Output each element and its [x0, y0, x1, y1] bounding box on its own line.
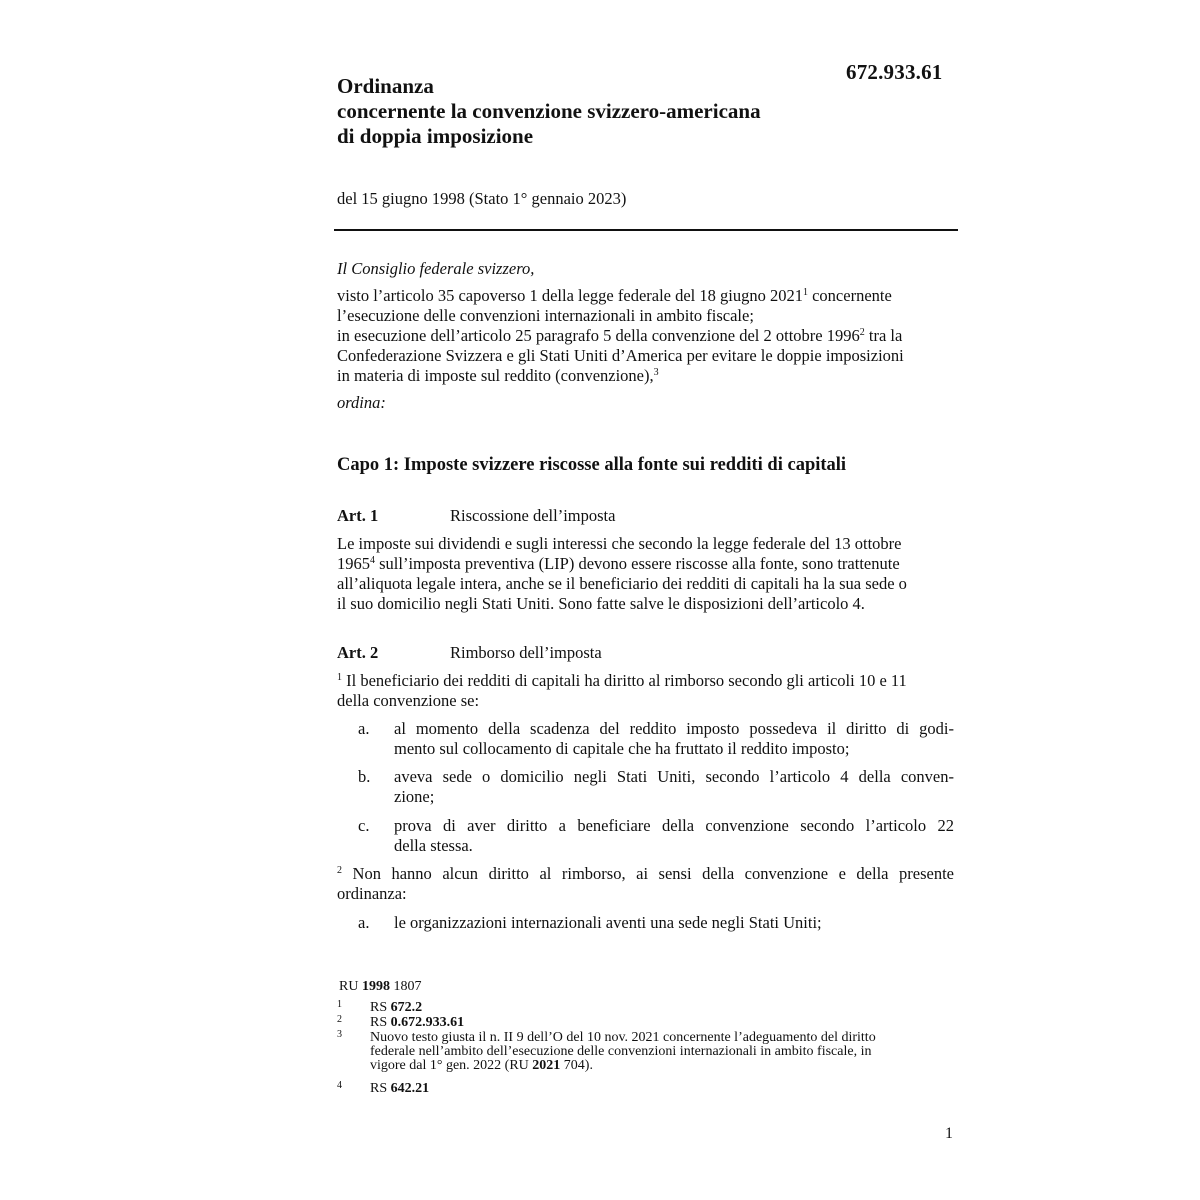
preamble-authority: Il Consiglio federale svizzero, — [337, 259, 535, 278]
footnote-link[interactable]: 672.2 — [390, 1000, 423, 1015]
footnote: 2 RS 0.672.933.61 — [337, 1014, 465, 1030]
footnote: 1 RS 672.2 — [337, 999, 423, 1015]
list-marker: c. — [358, 816, 370, 835]
paragraph-number: 1 — [337, 672, 342, 683]
list-line: le organizzazioni internazionali aventi una sede negli Stati Uniti; — [394, 913, 822, 932]
page-number: 1 — [945, 1125, 953, 1142]
chapter-heading: Capo 1: Imposte svizzere riscosse alla fonte sui redditi di capitali — [337, 455, 847, 475]
list-line: della stessa. — [394, 836, 473, 855]
list-marker: b. — [358, 767, 371, 786]
body-line: della convenzione se: — [337, 691, 480, 710]
list-marker: a. — [358, 719, 370, 738]
footnote-number: 1 — [337, 999, 342, 1010]
footnote-link[interactable]: 0.672.933.61 — [390, 1015, 465, 1030]
footnote-ref[interactable]: 3 — [653, 367, 659, 378]
ru-reference: RU 1998 1807 — [339, 979, 422, 994]
paragraph-number: 2 — [337, 865, 342, 876]
footnote-number: 4 — [337, 1080, 342, 1091]
footnote-ref[interactable]: 4 — [370, 555, 375, 566]
preamble-line: visto l’articolo 35 capoverso 1 della legge federale del 18 giugno 2021$^1$ concernente — [337, 286, 892, 305]
preamble-line: in materia di imposte sul reddito (convenzione),$^3$ — [337, 366, 659, 385]
footnotes — [337, 1001, 957, 1097]
article-title: Riscossione dell’imposta — [450, 506, 616, 525]
title-line: concernente la convenzione svizzero-americana — [337, 99, 761, 123]
body-line: $^1$ Il beneficiario dei redditi di capitali ha diritto al rimborso secondo gli articoli 10 e 11 — [337, 671, 907, 690]
body-line: ordinanza: — [337, 884, 407, 903]
article-heading — [337, 506, 615, 526]
list-marker: a. — [358, 913, 370, 932]
title-line: Ordinanza — [337, 74, 434, 98]
list-line: mento sul collocamento di capitale che ha fruttato il reddito imposto; — [394, 739, 850, 758]
article-heading — [337, 643, 602, 663]
body-line: Le imposte sui dividendi e sugli interessi che secondo la legge federale del 13 ottobre — [337, 534, 902, 553]
article-1-body — [337, 534, 954, 614]
list-line: zione; — [394, 787, 435, 806]
list-line: prova di aver diritto a beneficiare della convenzione secondo l’articolo 22 — [394, 816, 954, 835]
body-line: il suo domicilio negli Stati Uniti. Sono fatte salve le disposizioni dell’articolo 4. — [337, 594, 865, 613]
preamble — [337, 259, 954, 279]
preamble-decree-block — [337, 393, 954, 413]
preamble-line: in esecuzione dell’articolo 25 paragrafo 5 della convenzione del 2 ottobre 1996$^2$ tra la — [337, 326, 903, 345]
body-line: 1965$^4$ sull’imposta preventiva (LIP) devono essere riscosse alla fonte, sono trattenute — [337, 554, 900, 573]
preamble-decree: ordina: — [337, 393, 386, 412]
footnote-ref[interactable]: 2 — [859, 327, 865, 338]
footnote: 3 Nuovo testo giusta il n. II 9 dell’O del 10 nov. 2021 concernente l’adeguamento del diritto federale nell’ambito dell’esecuzione delle convenzioni internazionali in ambito fiscale, in vigore dal 1° gen. 2022 (RU 2021 704). — [337, 1029, 876, 1073]
sr-number: 672.933.61 — [846, 60, 943, 84]
article-title: Rimborso dell’imposta — [450, 643, 602, 662]
preamble-line: l’esecuzione delle convenzioni internazionali in ambito fiscale; — [337, 306, 754, 325]
body-line: $^2$ Non hanno alcun diritto al rimborso, ai sensi della convenzione e della presente — [337, 864, 954, 883]
list-line: al momento della scadenza del reddito imposto possedeva il diritto di godi- — [394, 719, 954, 738]
article-2-paragraph-1 — [337, 671, 954, 711]
footnote-link[interactable]: 2021 — [532, 1058, 561, 1073]
preamble-body — [337, 286, 954, 386]
footnote-ref[interactable]: 1 — [802, 287, 808, 298]
header-divider — [334, 229, 958, 231]
list-line: aveva sede o domicilio negli Stati Uniti, secondo l’articolo 4 della conven- — [394, 767, 954, 786]
article-number: Art. 1 — [337, 506, 379, 525]
page-title — [337, 74, 857, 149]
body-line: all’aliquota legale intera, anche se il beneficiario dei redditi di capitali ha la sua sede o — [337, 574, 907, 593]
preamble-line: Confederazione Svizzera e gli Stati Uniti d’America per evitare le doppie imposizioni — [337, 346, 904, 365]
footnote-link[interactable]: 642.21 — [390, 1081, 430, 1096]
footnote: 4 RS 642.21 — [337, 1080, 430, 1096]
title-line: di doppia imposizione — [337, 124, 534, 148]
article-number: Art. 2 — [337, 643, 379, 662]
footnote-number: 3 — [337, 1029, 342, 1040]
ordinance-date: del 15 giugno 1998 (Stato 1° gennaio 2023) — [337, 189, 627, 208]
footnote-number: 2 — [337, 1014, 342, 1025]
article-2-paragraph-2 — [337, 864, 954, 904]
